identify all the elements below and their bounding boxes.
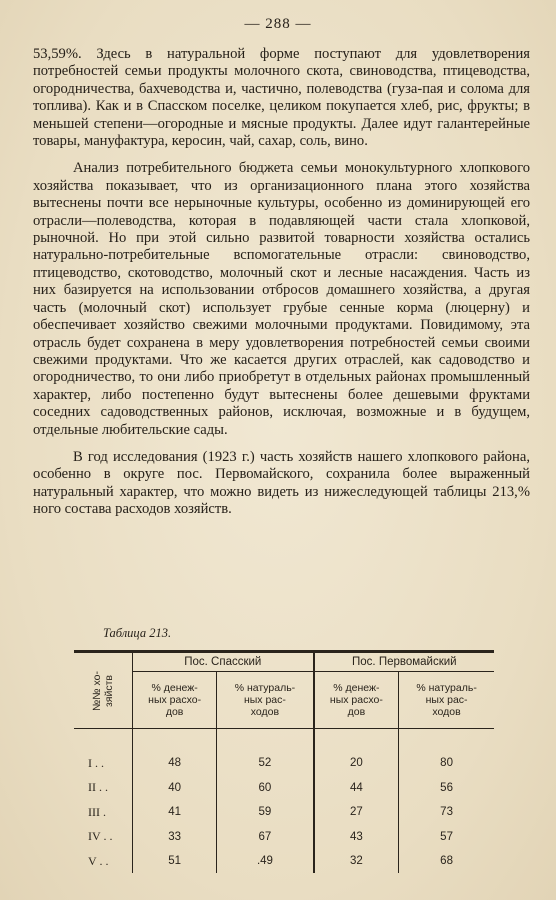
table-cell: .49 <box>217 849 314 873</box>
table-cell: 60 <box>217 776 314 801</box>
rownum-header-label: №№ хо- зяйств <box>91 670 115 711</box>
group-header: Пос. Спасский <box>133 652 314 672</box>
table-cell: 67 <box>217 825 314 850</box>
body-text <box>33 46 530 519</box>
table-cell: 27 <box>314 800 399 825</box>
row-label: V . . <box>88 853 109 868</box>
table-cell: 32 <box>314 849 399 873</box>
row-label: I . . <box>88 755 104 770</box>
row-label: II . . <box>88 780 108 795</box>
table-cell: 59 <box>217 800 314 825</box>
table-cell: 51 <box>133 849 217 873</box>
table-cell: 52 <box>217 751 314 776</box>
table-row <box>74 825 494 850</box>
table-cell: 44 <box>314 776 399 801</box>
table-row <box>74 751 494 776</box>
table-cell: 41 <box>133 800 217 825</box>
column-header: % денеж- ных расхо- дов <box>133 672 217 729</box>
table-cell: 48 <box>133 751 217 776</box>
table-row <box>74 800 494 825</box>
table-cell: 20 <box>314 751 399 776</box>
row-label: III . <box>88 804 106 819</box>
table-cell: 80 <box>399 751 494 776</box>
paragraph: 53,59%. Здесь в натуральной форме поступают для удовлетворения потребностей семьи продукты молочного скота, свиноводства, птицеводства, огородничества, бахчеводства и, частично, полеводства (гуза-пая и солома для топлива). Как и в Спасском поселке, целиком покупается хлеб, рис, фрукты; в меньшей степени—огородные и мясные продукты. Далее идут галантерейные товары, мануфактура, керосин, чай, сахар, соль, вино. <box>33 46 530 150</box>
table-cell: 33 <box>133 825 217 850</box>
paragraph: Анализ потребительного бюджета семьи монокультурного хлопкового хозяйства показывает, что из организационного плана этого хозяйства вытеснены почти все нерыночные культуры, особенно из доминирующей его отрасли—полеводства, которая в подавляющей части стала хлопковой, рыночной. Но при этой сильно развитой товарности хозяйства остались натурально-потребительные вспомогательные отрасли: свиноводство, птицеводство, скотоводство, молочный скот и лесные насаждения. Часть из них базируется на использовании отбросов домашнего хозяйства, а другая часть (молочный скот) использует грубые сенные корма (люцерну) и обеспечивает хозяйство свежими молочными продуктами. Повидимому, эта отрасль будет сохранена в меру удовлетворения потребностей семьи своими свежими продуктами. Что же касается других отраслей, как садоводство и огородничество, то они либо приобретут в отдельных районах промышленный характер, либо постепенно будут вытеснены более дешевыми фруктами соседних садоводственных районов, исключая, возможные и в будущем, отдельные любительские сады. <box>33 160 530 438</box>
column-header: % натураль- ных рас- ходов <box>217 672 314 729</box>
table-cell: 56 <box>399 776 494 801</box>
table-row <box>74 776 494 801</box>
column-header: % натураль- ных рас- ходов <box>399 672 494 729</box>
paragraph: В год исследования (1923 г.) часть хозяйств нашего хлопкового района, особенно в округе пос. Первомайского, сохранила более выраженный натуральный характер, что можно видеть из нижеследующей таблицы 213,% ного состава расходов хозяйств. <box>33 448 530 518</box>
table-cell: 40 <box>133 776 217 801</box>
expense-table <box>74 650 494 873</box>
row-label: IV . . <box>88 829 113 844</box>
table-cell: 43 <box>314 825 399 850</box>
table-cell: 68 <box>399 849 494 873</box>
table-cell: 57 <box>399 825 494 850</box>
table-row <box>74 849 494 873</box>
table-cell: 73 <box>399 800 494 825</box>
table-caption: Таблица 213. <box>103 626 172 640</box>
group-header: Пос. Первомайский <box>314 652 494 672</box>
column-header: % денеж- ных расхо- дов <box>314 672 399 729</box>
page-number: — 288 — <box>244 16 312 32</box>
rownum-header <box>74 652 133 729</box>
